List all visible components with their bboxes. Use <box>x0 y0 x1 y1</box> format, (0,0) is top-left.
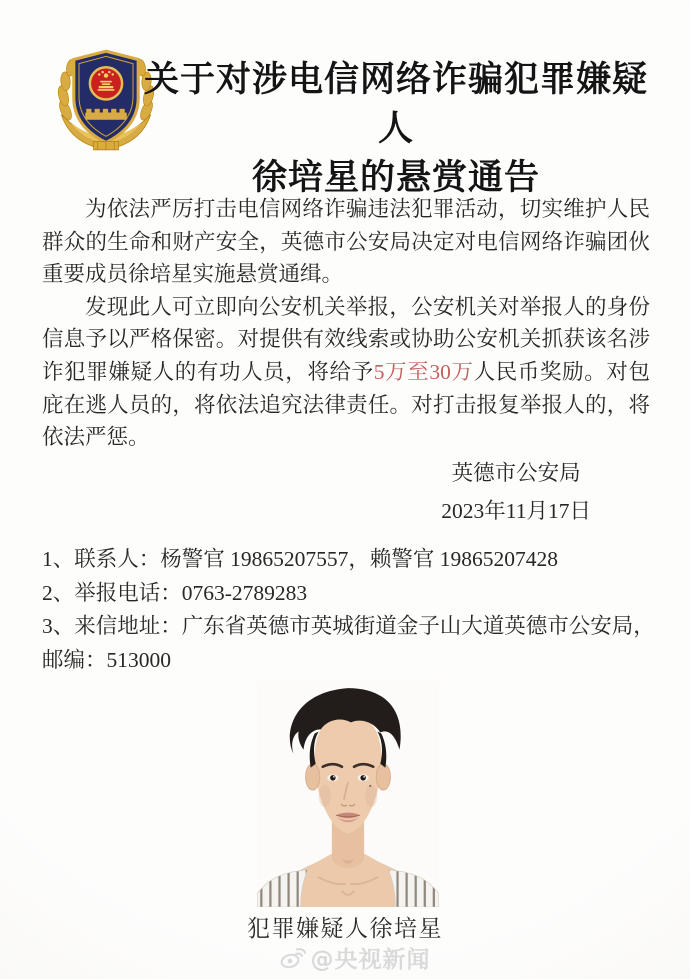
weibo-icon <box>280 947 306 969</box>
issuing-agency: 英德市公安局 <box>451 461 581 485</box>
reward-amount: 5万至30万 <box>373 359 474 384</box>
contact-item-hotline: 2、举报电话：0763-2789283 <box>42 580 308 605</box>
notice-title-line1: 关于对涉电信网络诈骗犯罪嫌疑人 <box>143 60 648 149</box>
paragraph-2-lead: 发现此人可立即向公安机关举报，公安机关对举报人的身份信息予以严格保密。对提供有效线索或协助公安机关抓获该名涉诈犯罪嫌疑人的有功人员，将给予 <box>42 294 650 384</box>
contact-list <box>42 543 656 677</box>
paragraph-2 <box>42 291 650 454</box>
notice-title <box>138 56 654 203</box>
notice-body <box>42 193 650 454</box>
notice-title-line2: 徐培星的悬赏通告 <box>251 158 540 198</box>
photo-caption: 犯罪嫌疑人徐培星 <box>247 916 443 941</box>
paragraph-1: 为依法严厉打击电信网络诈骗违法犯罪活动，切实维护人民群众的生命和财产安全，英德市公安局决定对电信网络诈骗团伙重要成员徐培星实施悬赏通缉。 <box>42 197 650 287</box>
paragraph-2-tail: 人民币奖励。对包庇在逃人员的，将依法追究法律责任。对打击报复举报人的，将依法严惩。 <box>42 359 650 450</box>
signature-block <box>441 455 591 530</box>
watermark-text: @央视新闻 <box>310 947 431 973</box>
contact-item-address: 3、来信地址：广东省英德市英城街道金子山大道英德市公安局，邮编：513000 <box>42 614 655 672</box>
issue-date: 2023年11月17日 <box>441 498 591 523</box>
suspect-photo <box>257 681 439 907</box>
watermark <box>10 941 690 974</box>
contact-item-persons: 1、联系人：杨警官 19865207557，赖警官 19865207428 <box>42 547 559 571</box>
